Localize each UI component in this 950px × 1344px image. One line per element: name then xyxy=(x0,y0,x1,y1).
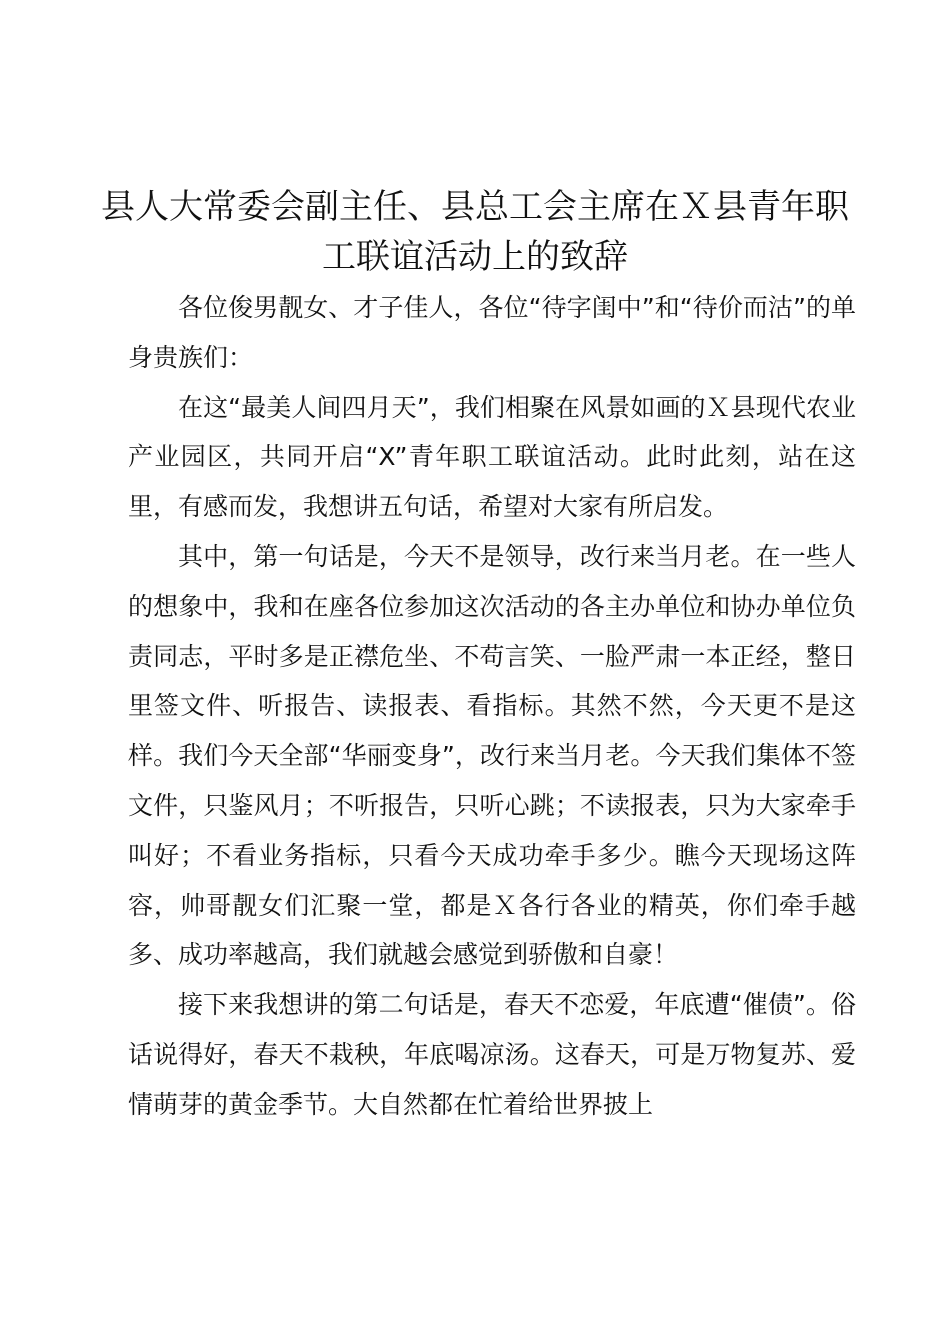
paragraph-opening: 在这“最美人间四月天”，我们相聚在风景如画的Ｘ县现代农业产业园区，共同开启“X”青年职工联谊活动。此时此刻，站在这里，有感而发，我想讲五句话，希望对大家有所启发。 xyxy=(128,392,856,522)
paragraph-second-point: 接下来我想讲的第二句话是，春天不恋爱，年底遭“催债”。俗话说得好，春天不栽秧，年底喝凉汤。这春天，可是万物复苏、爱情萌芽的黄金季节。大自然都在忙着给世界披上 xyxy=(128,990,856,1119)
paragraph-salutation: 各位俊男靓女、才子佳人，各位“待字闺中”和“待价而沽”的单身贵族们： xyxy=(128,293,856,372)
document-title: 县人大常委会副主任、县总工会主席在Ｘ县青年职工联谊活动上的致辞 xyxy=(101,187,849,277)
paragraph-first-point: 其中，第一句话是，今天不是领导，改行来当月老。在一些人的想象中，我和在座各位参加这次活动的各主办单位和协办单位负责同志，平时多是正襟危坐、不苟言笑、一脸严肃一本正经，整日里签文件、听报告、读报表、看指标。其然不然，今天更不是这样。我们今天全部“华丽变身”，改行来当月老。今天我们集体不签文件，只鉴风月；不听报告，只听心跳；不读报表，只为大家牵手叫好；不看业务指标，只看今天成功牵手多少。瞧今天现场这阵容，帅哥靓女们汇聚一堂，都是Ｘ各行各业的精英，你们牵手越多、成功率越高，我们就越会感觉到骄傲和自豪！ xyxy=(128,541,856,970)
document-body xyxy=(128,283,856,1130)
